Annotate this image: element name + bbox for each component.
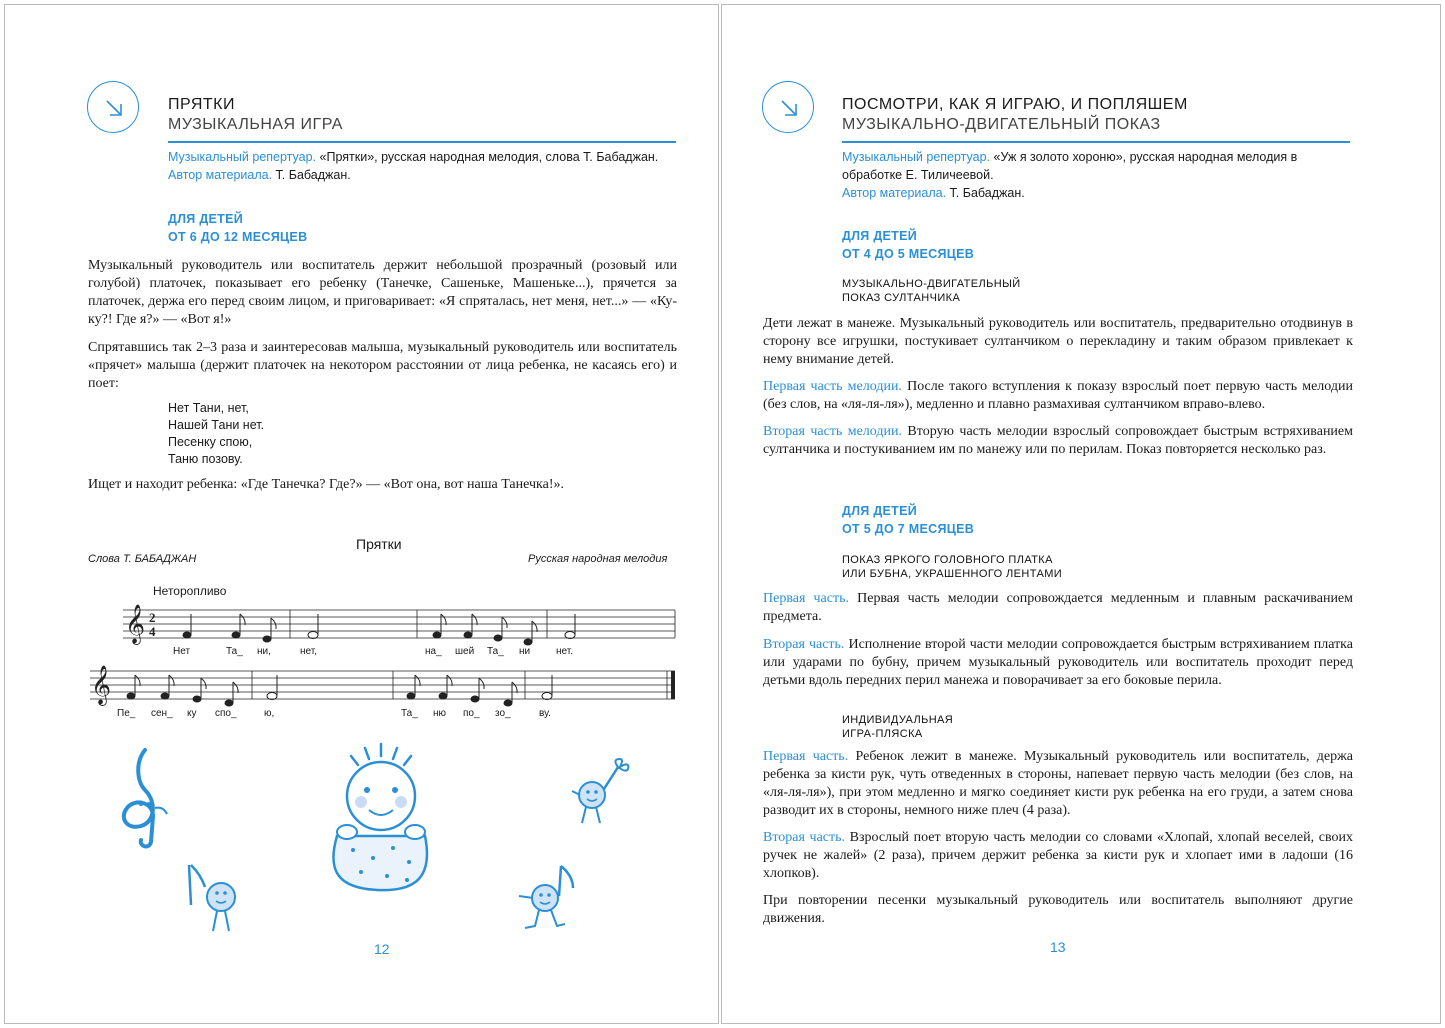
subsection-line-2: ПОКАЗ СУЛТАНЧИКА — [842, 292, 961, 304]
page-subtitle: МУЗЫКАЛЬНАЯ ИГРА — [168, 116, 343, 133]
paragraph — [763, 423, 1353, 459]
author-text: Т. Бабаджан. — [946, 186, 1025, 200]
poem-line: Нашей Тани нет. — [168, 418, 265, 432]
paragraph-text: Исполнение второй части мелодии сопровождается быстрым встряхиванием платка или ударами по бубну, причем музыкальный руководитель или воспитатель проходит перед детьми вдоль передних перил манежа и поворачивает за его боковые перила. — [763, 637, 1353, 688]
paragraph-2: Спрятавшись так 2–3 раза и заинтересовав малыша, музыкальный руководитель или воспитатель «прячет» малыша (держит платочек на некотором расстоянии от лица ребенка, не касаясь его) и поет: — [88, 340, 677, 391]
age-heading — [842, 502, 974, 538]
paragraph-text: Первая часть мелодии сопровождается медленным и плавным раскачиванием предмета. — [763, 591, 1354, 624]
poem-line: Нет Тани, нет, — [168, 401, 249, 415]
subsection-heading — [842, 553, 1062, 581]
repertoire-line — [842, 148, 1354, 202]
repertoire-text: «Уж я золото хороню», русская народная мелодия в обработке Е. Тиличеевой. — [842, 150, 1298, 182]
subsection-heading — [842, 277, 1021, 305]
lyric: по_ — [463, 708, 480, 719]
lyric: Та_ — [487, 646, 504, 657]
paragraph-label: Вторая часть. — [763, 637, 845, 652]
paragraph: Дети лежат в манеже. Музыкальный руководитель или воспитатель, предварительно отодвинув в сторону все игрушки, постукивает султанчиком о перекладину и таким образом привлекает к нему внимание детей. — [763, 316, 1353, 367]
author-label: Автор материала. — [168, 168, 273, 182]
paragraph-label: Вторая часть. — [763, 830, 846, 845]
paragraph-label: Первая часть. — [763, 749, 849, 764]
right-page — [721, 4, 1441, 1024]
score-title: Прятки — [356, 536, 402, 552]
subsection-line-2: ИЛИ БУБНА, УКРАШЕННОГО ЛЕНТАМИ — [842, 568, 1063, 580]
page-subtitle: МУЗЫКАЛЬНО-ДВИГАТЕЛЬНЫЙ ПОКАЗ — [842, 116, 1161, 133]
lyric: Та_ — [401, 708, 418, 719]
time-sig-bottom: 4 — [149, 624, 156, 639]
lyric: зо_ — [495, 708, 511, 719]
lyric: ву. — [539, 708, 551, 719]
page-title: ПРЯТКИ — [168, 96, 235, 113]
paragraph — [763, 748, 1353, 820]
lyric: нет. — [556, 646, 574, 657]
svg-text:𝄞: 𝄞 — [125, 604, 146, 644]
lyric: Пе_ — [117, 708, 136, 719]
paragraph-text: Ребенок лежит в манеже. Музыкальный руководитель или воспитатель, держа ребенка за кисти рук, чуть отведенных в стороны, напевает первую часть мелодии (без слов, на «ля-ля-ля»), при этом медленно и мягко соединяет кисти рук ребенка на его груди, а затем снова разводит их в стороны, немного ниже плеч (4 раза). — [763, 749, 1354, 818]
lyric: ни — [519, 646, 531, 657]
subsection-line-2: ИГРА-ПЛЯСКА — [842, 728, 923, 740]
paragraph-3: Ищет и находит ребенка: «Где Танечка? Где?» — «Вот она, вот наша Танечка!». — [88, 477, 564, 492]
note-with-bow-character-illustration — [560, 755, 640, 845]
lyric: шей — [455, 646, 475, 657]
repertoire-line — [168, 148, 688, 184]
lyric: сен_ — [151, 708, 173, 719]
page-number: 12 — [374, 941, 390, 957]
svg-text:𝄞: 𝄞 — [91, 665, 112, 705]
paragraph-text: После такого вступления к показу взрослый поет первую часть мелодии (без слов, на «ля-ля-ля»), медленно и плавно размахивая султанчиком вправо-влево. — [763, 379, 1353, 412]
title-rule — [842, 141, 1350, 143]
lyric: ни, — [257, 646, 271, 657]
score-tempo: Неторопливо — [153, 584, 227, 598]
age-line-1: ДЛЯ ДЕТЕЙ — [168, 212, 244, 226]
subsection-heading — [842, 713, 953, 741]
dancing-note-character-illustration — [505, 860, 595, 940]
age-line-2: ОТ 5 ДО 7 МЕСЯЦЕВ — [842, 522, 975, 536]
author-text: Т. Бабаджан. — [272, 168, 351, 182]
age-line-1: ДЛЯ ДЕТЕЙ — [842, 504, 918, 518]
paragraph-label: Вторая часть мелодии. — [763, 424, 903, 439]
arrow-down-right-icon — [762, 81, 814, 133]
music-note-character-illustration — [177, 855, 257, 945]
repertoire-label: Музыкальный репертуар. — [168, 150, 317, 164]
repertoire-text: «Прятки», русская народная мелодия, слова Т. Бабаджан. — [316, 150, 659, 164]
title-rule — [168, 141, 676, 143]
paragraph-label: Первая часть мелодии. — [763, 379, 902, 394]
subsection-line-1: ИНДИВИДУАЛЬНАЯ — [842, 714, 954, 726]
arrow-down-right-icon — [87, 81, 139, 133]
music-staff — [85, 600, 685, 730]
poem — [168, 400, 264, 468]
lyric: на_ — [425, 646, 442, 657]
treble-clef-character-illustration — [105, 742, 185, 852]
poem-line: Таню позову. — [168, 452, 243, 466]
age-heading — [842, 227, 974, 263]
author-label: Автор материала. — [842, 186, 947, 200]
score-melody-credit: Русская народная мелодия — [528, 553, 668, 565]
lyric: ю, — [264, 708, 275, 719]
baby-with-blanket-illustration — [317, 740, 447, 900]
score-words-credit: Слова Т. БАБАДЖАН — [88, 553, 197, 565]
subsection-line-1: ПОКАЗ ЯРКОГО ГОЛОВНОГО ПЛАТКА — [842, 554, 1053, 566]
age-line-2: ОТ 6 ДО 12 МЕСЯЦЕВ — [168, 230, 308, 244]
age-line-1: ДЛЯ ДЕТЕЙ — [842, 229, 918, 243]
repertoire-label: Музыкальный репертуар. — [842, 150, 991, 164]
paragraph-label: Первая часть. — [763, 591, 849, 606]
paragraph — [763, 829, 1353, 883]
lyric: спо_ — [215, 708, 237, 719]
paragraph — [763, 378, 1353, 414]
time-sig-top: 2 — [149, 610, 156, 625]
paragraph — [763, 636, 1353, 690]
left-page — [4, 4, 719, 1024]
lyric: Нет — [173, 646, 191, 657]
subsection-line-1: МУЗЫКАЛЬНО-ДВИГАТЕЛЬНЫЙ — [842, 278, 1021, 290]
paragraph-text: Взрослый поет вторую часть мелодии со словами «Хлопай, хлопай веселей, своих ручек не жалей» (2 раза), причем держит ребенка за кисти рук и хлопает ими в ладоши (16 хлопков). — [763, 830, 1353, 881]
paragraph: При повторении песенки музыкальный руководитель или воспитатель выполняют другие движения. — [763, 893, 1353, 926]
lyric: нет, — [300, 646, 318, 657]
age-heading — [168, 210, 307, 246]
paragraph-1: Музыкальный руководитель или воспитатель держит небольшой прозрачный (розовый или голубой) платочек, показывает его ребенку (Танечке, Сашеньке, Машеньке...), прячется за платочек, держа его перед своим лицом, и приговаривает: «Я спряталась, нет меня, нет...» — «Ку-ку?! Где я?» — «Вот я!» — [88, 258, 677, 327]
page-title: ПОСМОТРИ, КАК Я ИГРАЮ, И ПОПЛЯШЕМ — [842, 96, 1188, 113]
paragraph — [763, 590, 1353, 626]
lyric: ку — [187, 708, 197, 719]
lyric: ню — [433, 708, 447, 719]
age-line-2: ОТ 4 ДО 5 МЕСЯЦЕВ — [842, 247, 975, 261]
lyric: Та_ — [226, 646, 243, 657]
paragraph-text: Вторую часть мелодии взрослый сопровождает быстрым встряхиванием султанчика и постукиванием им по манежу или по перилам. Показ повторяется несколько раз. — [763, 424, 1353, 457]
poem-line: Песенку спою, — [168, 435, 253, 449]
page-number: 13 — [1050, 939, 1066, 955]
